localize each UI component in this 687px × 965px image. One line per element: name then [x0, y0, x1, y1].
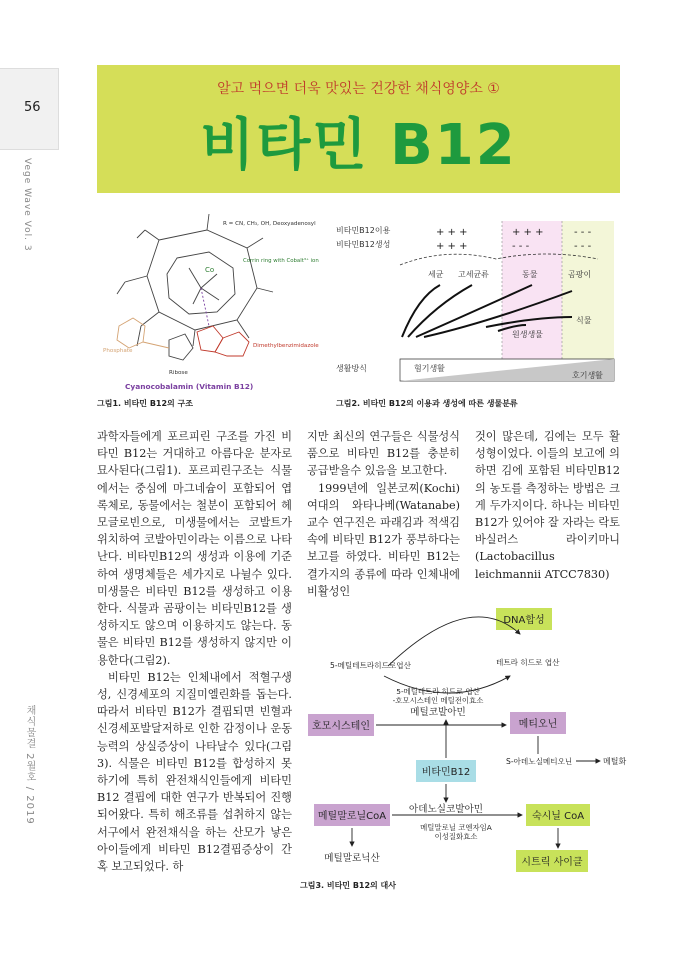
fig2-bacteria: 세균 — [428, 270, 444, 279]
label-mutase-2: 이성질화효소 — [434, 832, 478, 841]
col2-paragraph-1: 지만 최신의 연구들은 식물성식품으로 비타민 B12를 충분히 공급받을수 있음을 보고한다. — [307, 430, 460, 478]
article-subtitle: 알고 먹으면 더욱 맛있는 건강한 채식영양소 ① — [217, 81, 500, 97]
fig2-plants: 식물 — [576, 316, 592, 325]
fig2-anaerobic: 혐기생활 — [414, 364, 445, 373]
fig2-animal-production: - - - — [512, 241, 530, 252]
article-header — [97, 65, 620, 193]
label-mutase-1: 메틸말로닐 코엔자임A — [420, 823, 492, 832]
fig2-fungi: 곰팡이 — [568, 270, 592, 279]
label-vitamin-b12: 비타민B12 — [421, 767, 471, 778]
side-issue-label: 채식물결 2월호 / 2019 — [24, 705, 35, 825]
col1-paragraph-2: 비타민 B12는 인체내에서 적혈구생성, 신경세포의 지질미엘린화를 돕는다. 따라서 비타민 B12가 결핍되면 빈혈과 신경세포발달저하로 인한 감정이나 운동능력의 상실증상이 나타날수 있다(그림3). 식물은 비타민 B12를 합성하지 못하기에 특히 완전채식인들에게 비타민B12 결핍에 대한 연구가 반복되어 진행되어왔다. 특히 해조류를 섭취하지 않는 서구에서 완전채식을 하는 산모가 낳은 아이들에게 비타민 B12결핍증상이 간혹 보고되었다. 하 — [97, 670, 292, 874]
fig2-animals: 동물 — [522, 270, 538, 279]
fig2-bacteria-production: + + + — [436, 241, 468, 252]
text-column-3 — [475, 428, 620, 583]
figure2-caption: 그림2. 비타민 B12의 이용과 생성에 따른 생물분류 — [336, 399, 518, 408]
label-methylmalonic-acid: 메틸말로닉산 — [324, 853, 380, 864]
fig2-fungi-use: - - - — [574, 227, 592, 238]
fig2-archaea: 고세균류 — [458, 270, 489, 279]
label-methylcobalamin: 메틸코발아민 — [410, 707, 466, 718]
fig2-production-label: 비타민B12생성 — [336, 240, 391, 249]
text-column-1 — [97, 428, 292, 875]
fig1-phosphate-label: Phosphate — [103, 348, 133, 354]
label-enzyme-2: -호모시스테인 메틸전이효소 — [392, 696, 484, 705]
fig2-animal-use: + + + — [512, 227, 544, 238]
label-enzyme-1: 5-메틸테트라 히드로 엽산 — [396, 687, 480, 696]
label-methylmalonyl-coa: 메틸말로닐CoA — [317, 811, 387, 822]
label-methionine: 메티오닌 — [518, 719, 558, 730]
side-magazine-label: Vege Wave Vol. 3 — [22, 158, 32, 252]
col3-paragraph-1: 것이 많은데, 김에는 모두 활성형이었다. 이들의 보고에 의하면 김에 포함된 비타민B12의 농도를 측정하는 방법은 크게 두가지이다. 하나는 비타민 B12가 있어야 잘 자라는 락토바실러스 라이키마니(Lactobacillus leichmannii ATCC7830) — [475, 430, 620, 581]
fig1-r-note: R = CN, CH₃, OH, Deoxyadenosyl — [223, 221, 316, 227]
label-methylation: 메틸화 — [603, 757, 627, 766]
col1-paragraph-1: 과학자들에게 포르피린 구조를 가진 비타민 B12는 거대하고 아름다운 분자로 묘사된다(그림1). 포르피린구조는 식물에서는 중심에 마그네슘이 포함되어 엽록체로, 동물에서는 철분이 포함되어 헤모글로빈으로, 미생물에서는 코발트가 위치하여 코발아민이라는 이름으로 나타난다. 비타민B12의 생성과 이용에 기준하여 생명체들은 세가지로 나뉠수 있다. 미생물은 비타민 B12를 생성하고 이용한다. 식물과 곰팡이는 비타민B12를 생성하지도 않으며 이용하지도 않는다. 동물은 비타민 B12를 생성하지 않지만 이용한다(그림2). — [97, 430, 292, 667]
page-number: 56 — [24, 100, 41, 115]
article-title: 비타민 B12 — [200, 113, 517, 178]
label-succinyl-coa: 숙시닐 CoA — [531, 811, 585, 822]
fig2-use-label: 비타민B12이용 — [336, 226, 391, 235]
label-thf: 테트라 히드로 엽산 — [496, 658, 560, 667]
fig2-bacteria-use: + + + — [436, 227, 468, 238]
fig2-fungi-production: - - - — [574, 241, 592, 252]
figure2-classification — [336, 219, 616, 387]
fig2-aerobic: 호기생활 — [572, 371, 603, 380]
label-citric-cycle: 시트릭 사이클 — [521, 857, 583, 868]
fig1-dmb-label: Dimethylbenzimidazole — [253, 343, 319, 349]
label-sam: S-아데노실메티오닌 — [506, 757, 573, 766]
fig2-lifestyle: 생활방식 — [336, 364, 367, 373]
figure3-caption: 그림3. 비타민 B12의 대사 — [300, 881, 397, 890]
figure1-caption: 그림1. 비타민 B12의 구조 — [97, 399, 194, 408]
svg-text:Co: Co — [205, 266, 215, 274]
text-column-2 — [307, 428, 460, 600]
figure1-structure — [97, 208, 325, 396]
label-adenosylcobalamin: 아데노실코발아민 — [408, 804, 484, 815]
fig1-corrin-label: Corrin ring with Cobalt³⁺ ion — [243, 258, 319, 264]
col2-paragraph-2: 1999년에 일본코찌(Kochi) 여대의 와타나베(Watanabe)교수 연구진은 파래김과 적색김 속에 비타민 B12가 풍부하다는 보고를 하였다. 비타민 B12는 결가지의 종류에 따라 인체내에 비활성인 — [307, 481, 460, 598]
figure3-metabolism — [300, 598, 680, 894]
fig2-protists: 원생생물 — [512, 330, 543, 339]
fig1-ribose-label: Ribose — [169, 370, 188, 376]
label-mthf: 5-메틸테트라히드로엽산 — [330, 661, 411, 670]
fig1-name: Cyanocobalamin (Vitamin B12) — [125, 382, 254, 391]
label-homocysteine: 호모시스테인 — [312, 721, 370, 732]
label-dna-synthesis: DNA합성 — [503, 615, 545, 626]
